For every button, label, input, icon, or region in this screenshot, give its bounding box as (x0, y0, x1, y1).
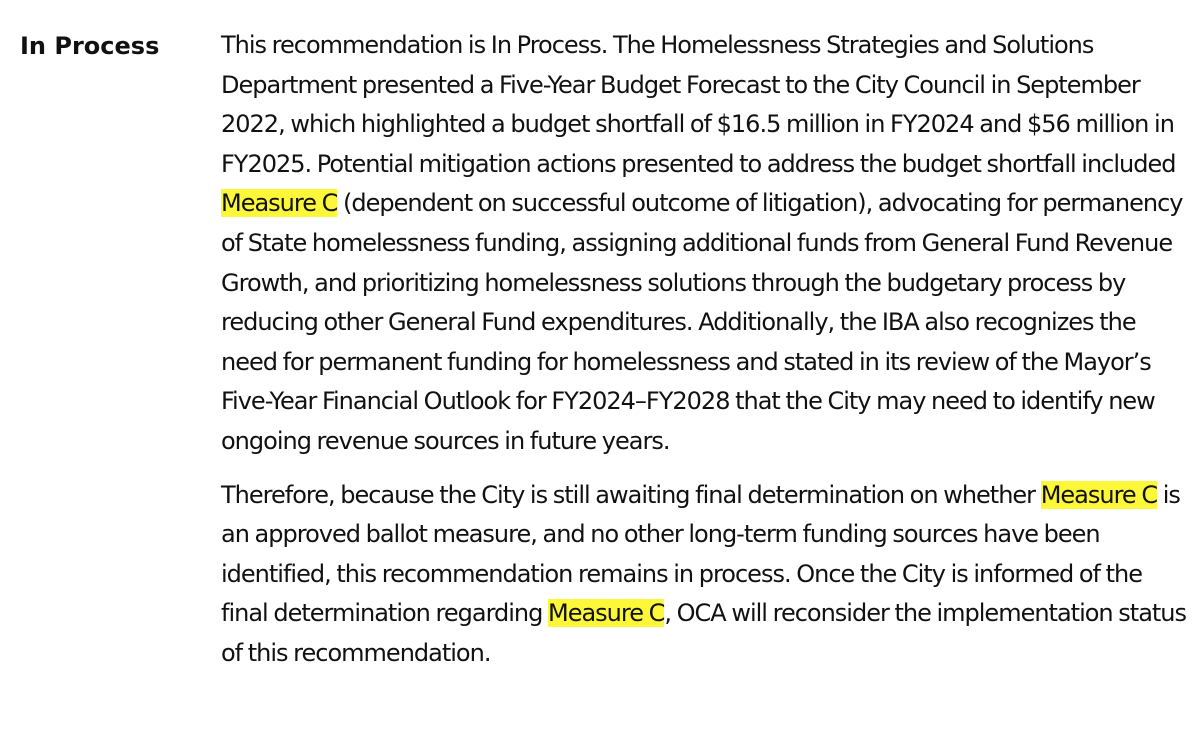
highlighted-measure-c: Measure C (548, 599, 665, 628)
highlighted-measure-c: Measure C (1040, 480, 1158, 509)
paragraph-1-text-after: (dependent on successful outcome of litigation), advocating for permanency of State homelessness funding, assigning additional funds from General Fund Revenue Growth, and prioritizing homelessness solutions through the budgetary process by reducing other General Fund expenditures. Additionally, the IBA also recognizes the need for permanent funding for homelessness and stated in its review of the Mayor’s Five-Year Financial Outlook for FY2024–FY2028 that the City may need to identify new ongoing revenue sources in future years. (221, 189, 1183, 455)
paragraph-2 (221, 476, 1191, 674)
paragraph-2-text-after: , OCA will reconsider the implementation status of this recommendation. (221, 599, 1187, 667)
status-description (221, 26, 1191, 674)
status-label: In Process (20, 32, 160, 60)
paragraph-2-text-before: Therefore, because the City is still awaiting final determination on whether (221, 480, 1041, 509)
highlighted-measure-c: Measure C (221, 189, 338, 218)
paragraph-1-text-before: This recommendation is In Process. The Homelessness Strategies and Solutions Department presented a Five-Year Budget Forecast to the City Council in September 2022, which highlighted a budget shortfall of $16.5 million in FY2024 and $56 million in FY2025. Potential mitigation actions presented to address the budget shortfall included (221, 31, 1176, 178)
paragraph-1 (221, 26, 1191, 462)
paragraph-2-text-middle: is an approved ballot measure, and no other long-term funding sources have been identified, this recommendation remains in process. Once the City is informed of the final determination regarding (221, 480, 1180, 628)
